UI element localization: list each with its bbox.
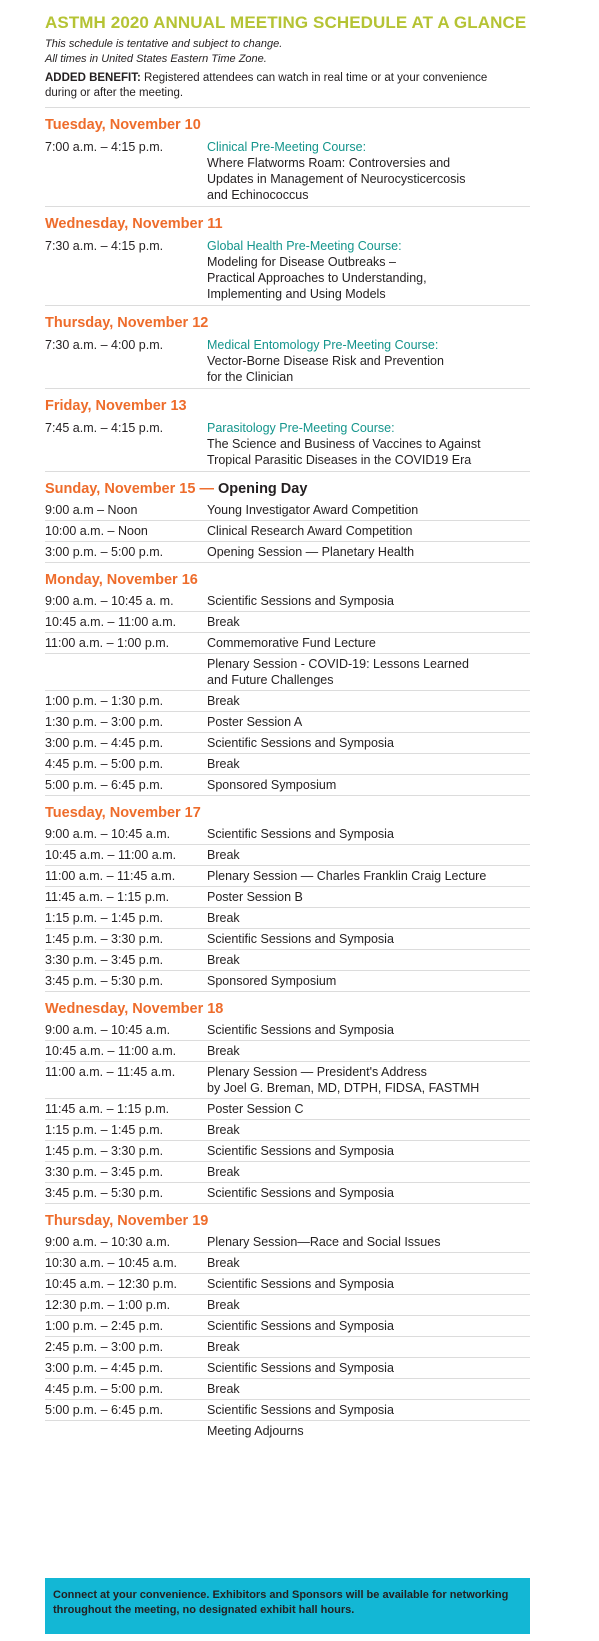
event-title-line: Break (207, 1256, 240, 1270)
row-event (207, 1402, 530, 1418)
course-name: Global Health Pre-Meeting Course: (207, 239, 402, 253)
schedule-row (45, 334, 530, 389)
day-section (45, 481, 599, 563)
row-time: 2:45 p.m. – 3:00 p.m. (45, 1340, 164, 1354)
event-title-line: Scientific Sessions and Symposia (207, 1277, 394, 1291)
schedule-row (45, 691, 530, 712)
event-title-line: Vector-Borne Disease Risk and Prevention (207, 354, 444, 368)
row-time: 7:30 a.m. – 4:15 p.m. (45, 239, 164, 253)
event-title-line: Plenary Session - COVID-19: Lessons Learned (207, 657, 469, 671)
day-heading-text: Tuesday, November 10 (45, 117, 201, 133)
event-title-line: Scientific Sessions and Symposia (207, 1319, 394, 1333)
row-time: 11:00 a.m. – 1:00 p.m. (45, 636, 170, 650)
event-title-line: Plenary Session—Race and Social Issues (207, 1235, 441, 1249)
row-time: 10:45 a.m. – 12:30 p.m. (45, 1277, 178, 1291)
row-event (207, 693, 530, 709)
added-benefit (45, 71, 520, 101)
event-title-line: Poster Session C (207, 1102, 304, 1116)
day-heading-text: Wednesday, November 11 (45, 216, 223, 232)
row-time (45, 656, 207, 688)
row-event (207, 826, 530, 842)
row-event (207, 614, 530, 630)
schedule-row (45, 612, 530, 633)
row-time: 10:45 a.m. – 11:00 a.m. (45, 1044, 177, 1058)
row-time (45, 1423, 207, 1439)
row-event (207, 1022, 530, 1038)
row-event (207, 889, 530, 905)
schedule-row (45, 500, 530, 521)
event-title-line: Young Investigator Award Competition (207, 503, 419, 517)
row-time: 5:00 p.m. – 6:45 p.m. (45, 1403, 164, 1417)
row-time: 1:30 p.m. – 3:00 p.m. (45, 715, 164, 729)
schedule-row (45, 591, 530, 612)
schedule-row (45, 1379, 530, 1400)
day-heading (45, 805, 599, 824)
schedule-row (45, 950, 530, 971)
row-time: 1:45 p.m. – 3:30 p.m. (45, 932, 164, 946)
course-name: Parasitology Pre-Meeting Course: (207, 421, 395, 435)
row-event (207, 931, 530, 947)
row-event (207, 1164, 530, 1180)
row-event (207, 735, 530, 751)
day-section (45, 315, 599, 389)
row-event (207, 1276, 530, 1292)
row-time: 4:45 p.m. – 5:00 p.m. (45, 1382, 164, 1396)
event-title-line: Break (207, 757, 240, 771)
schedule-row (45, 542, 530, 563)
schedule-row (45, 929, 530, 950)
row-time: 9:00 a.m. – 10:30 a.m. (45, 1235, 171, 1249)
header-divider (45, 107, 530, 108)
day-section (45, 216, 599, 306)
event-title-line: Break (207, 615, 240, 629)
schedule-row (45, 1400, 530, 1421)
row-time: 10:45 a.m. – 11:00 a.m. (45, 615, 177, 629)
timezone-note: All times in United States Eastern Time Zone. (45, 53, 267, 65)
row-time: 4:45 p.m. – 5:00 p.m. (45, 757, 164, 771)
row-time: 3:30 p.m. – 3:45 p.m. (45, 953, 164, 967)
day-heading (45, 572, 599, 591)
schedule-row (45, 136, 530, 207)
event-title-line: Commemorative Fund Lecture (207, 636, 376, 650)
event-title-line: Break (207, 1382, 240, 1396)
event-title-line: Modeling for Disease Outbreaks – (207, 255, 396, 269)
schedule-row (45, 754, 530, 775)
schedule-row (45, 1141, 530, 1162)
event-title-line: Break (207, 1298, 240, 1312)
row-event (207, 868, 530, 884)
footer-banner: Connect at your convenience. Exhibitors and Sponsors will be available for networking throughout the meeting, no designated exhibit hall hours. (45, 1578, 530, 1634)
day-heading (45, 216, 599, 235)
row-event (207, 1043, 530, 1059)
row-event (207, 973, 530, 989)
row-event (207, 847, 530, 863)
event-title-line: Sponsored Symposium (207, 974, 337, 988)
row-time: 1:15 p.m. – 1:45 p.m. (45, 911, 164, 925)
schedule-row (45, 633, 530, 654)
day-heading-text: Friday, November 13 (45, 398, 187, 414)
event-title-line: Scientific Sessions and Symposia (207, 1023, 394, 1037)
day-section (45, 398, 599, 472)
row-time: 9:00 a.m. – 10:45 a.m. (45, 1023, 171, 1037)
row-time: 1:45 p.m. – 3:30 p.m. (45, 1144, 164, 1158)
row-time: 1:00 p.m. – 1:30 p.m. (45, 694, 164, 708)
schedule-row (45, 1337, 530, 1358)
schedule-row (45, 1316, 530, 1337)
day-heading (45, 481, 599, 500)
schedule-row (45, 1421, 530, 1441)
event-title-line: and Future Challenges (207, 673, 334, 687)
event-title-line: Meeting Adjourns (207, 1424, 304, 1438)
row-time: 3:00 p.m. – 5:00 p.m. (45, 545, 164, 559)
schedule-row (45, 845, 530, 866)
row-event (207, 1360, 530, 1376)
event-title-line: Implementing and Using Models (207, 287, 386, 301)
schedule-row (45, 1020, 530, 1041)
event-title-line: Scientific Sessions and Symposia (207, 932, 394, 946)
event-title-line: Clinical Research Award Competition (207, 524, 413, 538)
row-time: 3:45 p.m. – 5:30 p.m. (45, 1186, 164, 1200)
event-title-line: Poster Session B (207, 890, 303, 904)
event-title-line: Scientific Sessions and Symposia (207, 594, 394, 608)
schedule-row (45, 1062, 530, 1099)
row-event (207, 337, 530, 385)
row-time: 5:00 p.m. – 6:45 p.m. (45, 778, 164, 792)
schedule-row (45, 1358, 530, 1379)
schedule-row (45, 1099, 530, 1120)
page-title: ASTMH 2020 ANNUAL MEETING SCHEDULE AT A GLANCE (45, 13, 527, 32)
day-section (45, 117, 599, 207)
day-heading-text: Sunday, November 15 — (45, 481, 214, 497)
day-heading (45, 315, 599, 334)
schedule-row (45, 971, 530, 992)
schedule-row (45, 824, 530, 845)
tentative-note: This schedule is tentative and subject to change. (45, 38, 283, 50)
row-time: 7:00 a.m. – 4:15 p.m. (45, 140, 164, 154)
event-title-line: for the Clinician (207, 370, 294, 384)
schedule-row (45, 417, 530, 472)
row-event (207, 1318, 530, 1334)
schedule-row (45, 1162, 530, 1183)
day-heading-text: Tuesday, November 17 (45, 805, 201, 821)
row-event (207, 1381, 530, 1397)
event-title-line: Plenary Session — President's Address (207, 1065, 427, 1079)
event-title-line: Poster Session A (207, 715, 303, 729)
row-time: 10:45 a.m. – 11:00 a.m. (45, 848, 177, 862)
schedule-row (45, 887, 530, 908)
day-section (45, 1213, 599, 1441)
day-heading (45, 1001, 599, 1020)
event-title-line: Sponsored Symposium (207, 778, 337, 792)
row-time: 9:00 a.m – Noon (45, 503, 138, 517)
row-event (207, 139, 530, 203)
event-title-line: Break (207, 911, 240, 925)
row-event (207, 1255, 530, 1271)
row-event (207, 1064, 530, 1096)
row-time: 10:00 a.m. – Noon (45, 524, 148, 538)
event-title-line: by Joel G. Breman, MD, DTPH, FIDSA, FASTMH (207, 1081, 480, 1095)
schedule-row (45, 733, 530, 754)
event-title-line: Break (207, 1044, 240, 1058)
schedule-row (45, 775, 530, 796)
day-heading-text: Thursday, November 19 (45, 1213, 209, 1229)
event-title-line: Break (207, 1123, 240, 1137)
row-event (207, 1143, 530, 1159)
row-time: 3:30 p.m. – 3:45 p.m. (45, 1165, 164, 1179)
schedule-row (45, 866, 530, 887)
schedule-row (45, 235, 530, 306)
row-event (207, 1297, 530, 1313)
row-event (207, 1101, 530, 1117)
event-title-line: Updates in Management of Neurocysticercosis (207, 172, 466, 186)
event-title-line: Tropical Parasitic Diseases in the COVID19 Era (207, 453, 472, 467)
event-title-line: Plenary Session — Charles Franklin Craig Lecture (207, 869, 487, 883)
row-time: 11:00 a.m. – 11:45 a.m. (45, 1065, 176, 1079)
day-heading (45, 1213, 599, 1232)
day-heading (45, 398, 599, 417)
row-event (207, 1185, 530, 1201)
schedule-row (45, 1183, 530, 1204)
event-title-line: Scientific Sessions and Symposia (207, 736, 394, 750)
row-event (207, 656, 530, 688)
row-event (207, 952, 530, 968)
row-time: 9:00 a.m. – 10:45 a. m. (45, 594, 174, 608)
schedule-row (45, 1041, 530, 1062)
event-title-line: Practical Approaches to Understanding, (207, 271, 427, 285)
day-heading-text: Monday, November 16 (45, 572, 198, 588)
row-event (207, 910, 530, 926)
row-event (207, 544, 530, 560)
event-title-line: Break (207, 953, 240, 967)
schedule-row (45, 1232, 530, 1253)
row-time: 1:00 p.m. – 2:45 p.m. (45, 1319, 164, 1333)
event-title-line: Where Flatworms Roam: Controversies and (207, 156, 451, 170)
day-heading (45, 117, 599, 136)
row-event (207, 1122, 530, 1138)
event-title-line: Scientific Sessions and Symposia (207, 827, 394, 841)
event-title-line: Scientific Sessions and Symposia (207, 1403, 394, 1417)
row-time: 7:30 a.m. – 4:00 p.m. (45, 338, 164, 352)
row-event (207, 777, 530, 793)
row-event (207, 238, 530, 302)
row-time: 10:30 a.m. – 10:45 a.m. (45, 1256, 178, 1270)
row-time: 3:00 p.m. – 4:45 p.m. (45, 1361, 164, 1375)
schedule-row (45, 1120, 530, 1141)
day-section (45, 1001, 599, 1204)
row-time: 3:45 p.m. – 5:30 p.m. (45, 974, 164, 988)
event-title-line: The Science and Business of Vaccines to Against (207, 437, 481, 451)
row-event (207, 1234, 530, 1250)
course-name: Medical Entomology Pre-Meeting Course: (207, 338, 439, 352)
schedule-row (45, 1295, 530, 1316)
row-time: 11:45 a.m. – 1:15 p.m. (45, 890, 170, 904)
course-name: Clinical Pre-Meeting Course: (207, 140, 367, 154)
event-title-line: Break (207, 848, 240, 862)
row-time: 7:45 a.m. – 4:15 p.m. (45, 421, 164, 435)
row-event (207, 714, 530, 730)
day-heading-extra: Opening Day (213, 481, 308, 497)
row-time: 3:00 p.m. – 4:45 p.m. (45, 736, 164, 750)
row-time: 9:00 a.m. – 10:45 a.m. (45, 827, 171, 841)
row-event (207, 1339, 530, 1355)
row-event (207, 502, 530, 518)
schedule-days (45, 117, 599, 1441)
row-event (207, 593, 530, 609)
event-title-line: Break (207, 1340, 240, 1354)
event-title-line: Break (207, 1165, 240, 1179)
row-event (207, 523, 530, 539)
day-heading-text: Wednesday, November 18 (45, 1001, 224, 1017)
schedule-row (45, 1274, 530, 1295)
added-benefit-label: ADDED BENEFIT: (45, 72, 141, 84)
schedule-row (45, 712, 530, 733)
event-title-line: Scientific Sessions and Symposia (207, 1361, 394, 1375)
event-title-line: Scientific Sessions and Symposia (207, 1144, 394, 1158)
event-title-line: Break (207, 694, 240, 708)
row-event (207, 1423, 530, 1439)
row-time: 12:30 p.m. – 1:00 p.m. (45, 1298, 171, 1312)
event-title-line: and Echinococcus (207, 188, 309, 202)
schedule-row (45, 1253, 530, 1274)
row-time: 11:00 a.m. – 11:45 a.m. (45, 869, 176, 883)
row-time: 11:45 a.m. – 1:15 p.m. (45, 1102, 170, 1116)
schedule-row (45, 654, 530, 691)
row-event (207, 635, 530, 651)
added-benefit-text: Registered attendees can watch in real time or at your convenience during or after the meeting. (45, 72, 488, 99)
event-title-line: Scientific Sessions and Symposia (207, 1186, 394, 1200)
day-section (45, 572, 599, 796)
row-event (207, 420, 530, 468)
schedule-row (45, 521, 530, 542)
row-time: 1:15 p.m. – 1:45 p.m. (45, 1123, 164, 1137)
schedule-row (45, 908, 530, 929)
day-section (45, 805, 599, 992)
day-heading-text: Thursday, November 12 (45, 315, 209, 331)
event-title-line: Opening Session — Planetary Health (207, 545, 415, 559)
row-event (207, 756, 530, 772)
